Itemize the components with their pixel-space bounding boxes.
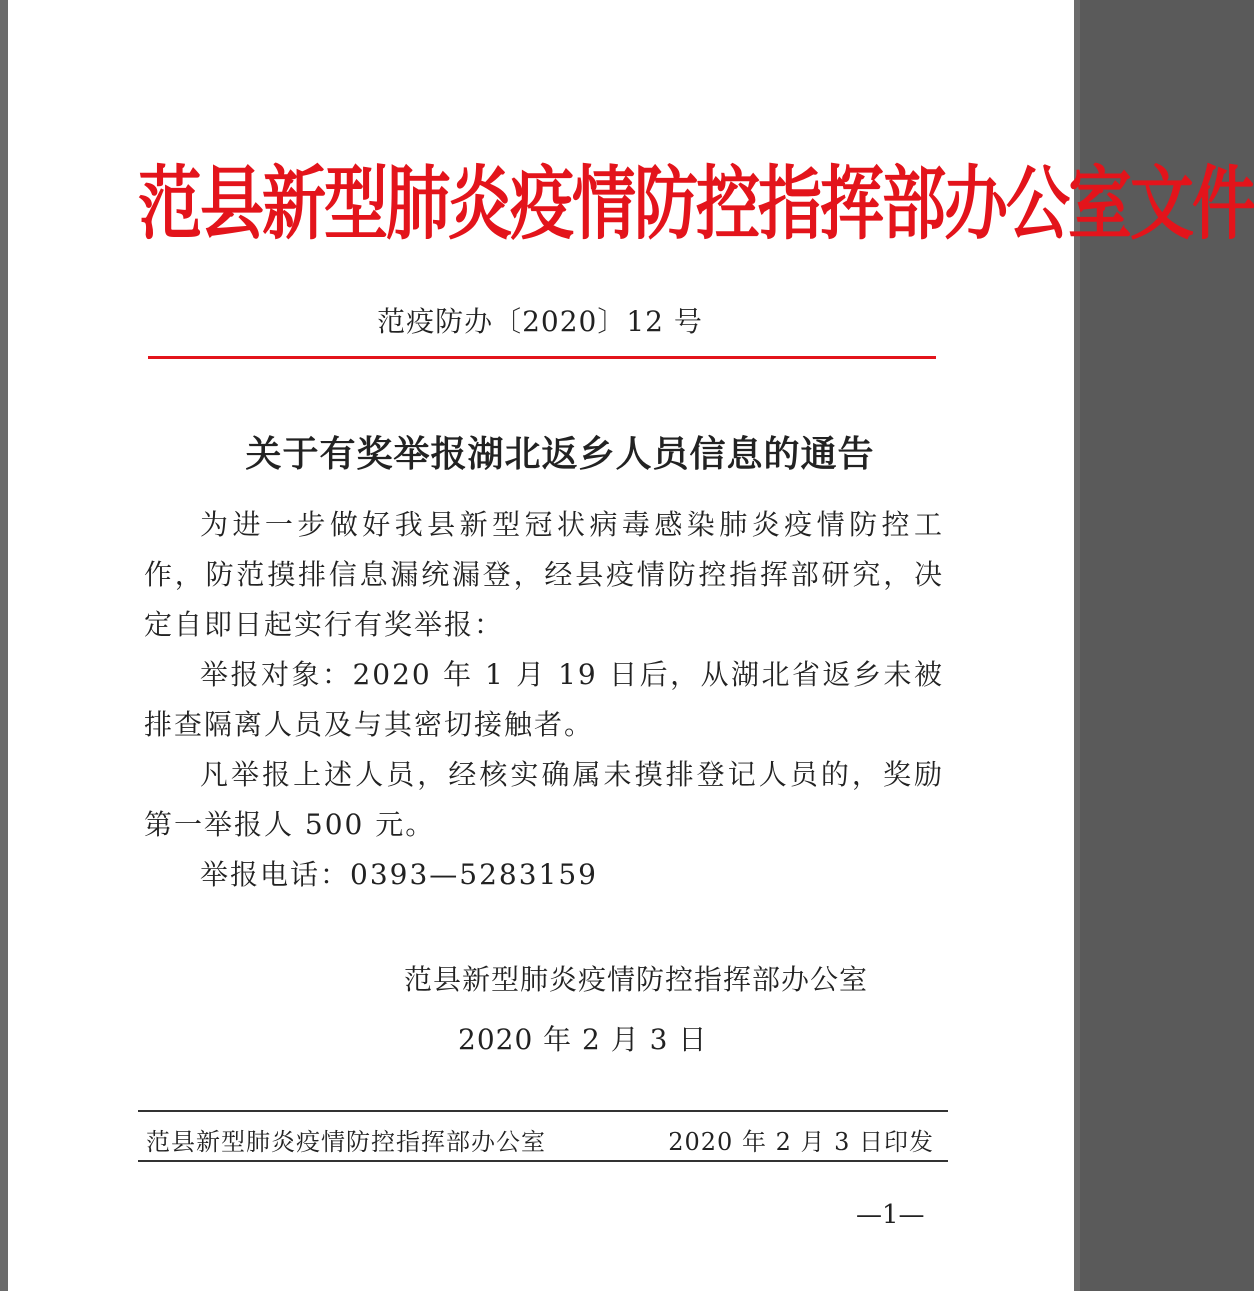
document-header-title: 范县新型肺炎疫情防控指挥部办公室文件 (138, 157, 1254, 252)
footer-issue-date: 2020 年 2 月 3 日印发 (668, 1128, 934, 1156)
footer-issuer: 范县新型肺炎疫情防控指挥部办公室 (146, 1128, 546, 1156)
paragraph: 为进一步做好我县新型冠状病毒感染肺炎疫情防控工作，防范摸排信息漏统漏登，经县疫情防控指挥部研究，决定自即日起实行有奖举报： (144, 508, 944, 641)
paragraph: 举报电话：0393—5283159 (200, 858, 598, 891)
notice-body (144, 500, 944, 900)
signature-date: 2020 年 2 月 3 日 (458, 1023, 708, 1056)
paragraph: 举报对象：2020 年 1 月 19 日后，从湖北省返乡未被排查隔离人员及与其密切接触者。 (144, 658, 944, 741)
page-number: —1— (856, 1200, 925, 1230)
red-divider (148, 356, 936, 359)
document-number: 范疫防办〔2020〕12 号 (377, 305, 703, 338)
footer-divider-top (138, 1110, 948, 1112)
paragraph: 凡举报上述人员，经核实确属未摸排登记人员的，奖励第一举报人 500 元。 (144, 758, 944, 841)
footer-divider-bottom (138, 1160, 948, 1162)
signature-org: 范县新型肺炎疫情防控指挥部办公室 (404, 963, 869, 996)
notice-title: 关于有奖举报湖北返乡人员信息的通告 (245, 433, 875, 475)
